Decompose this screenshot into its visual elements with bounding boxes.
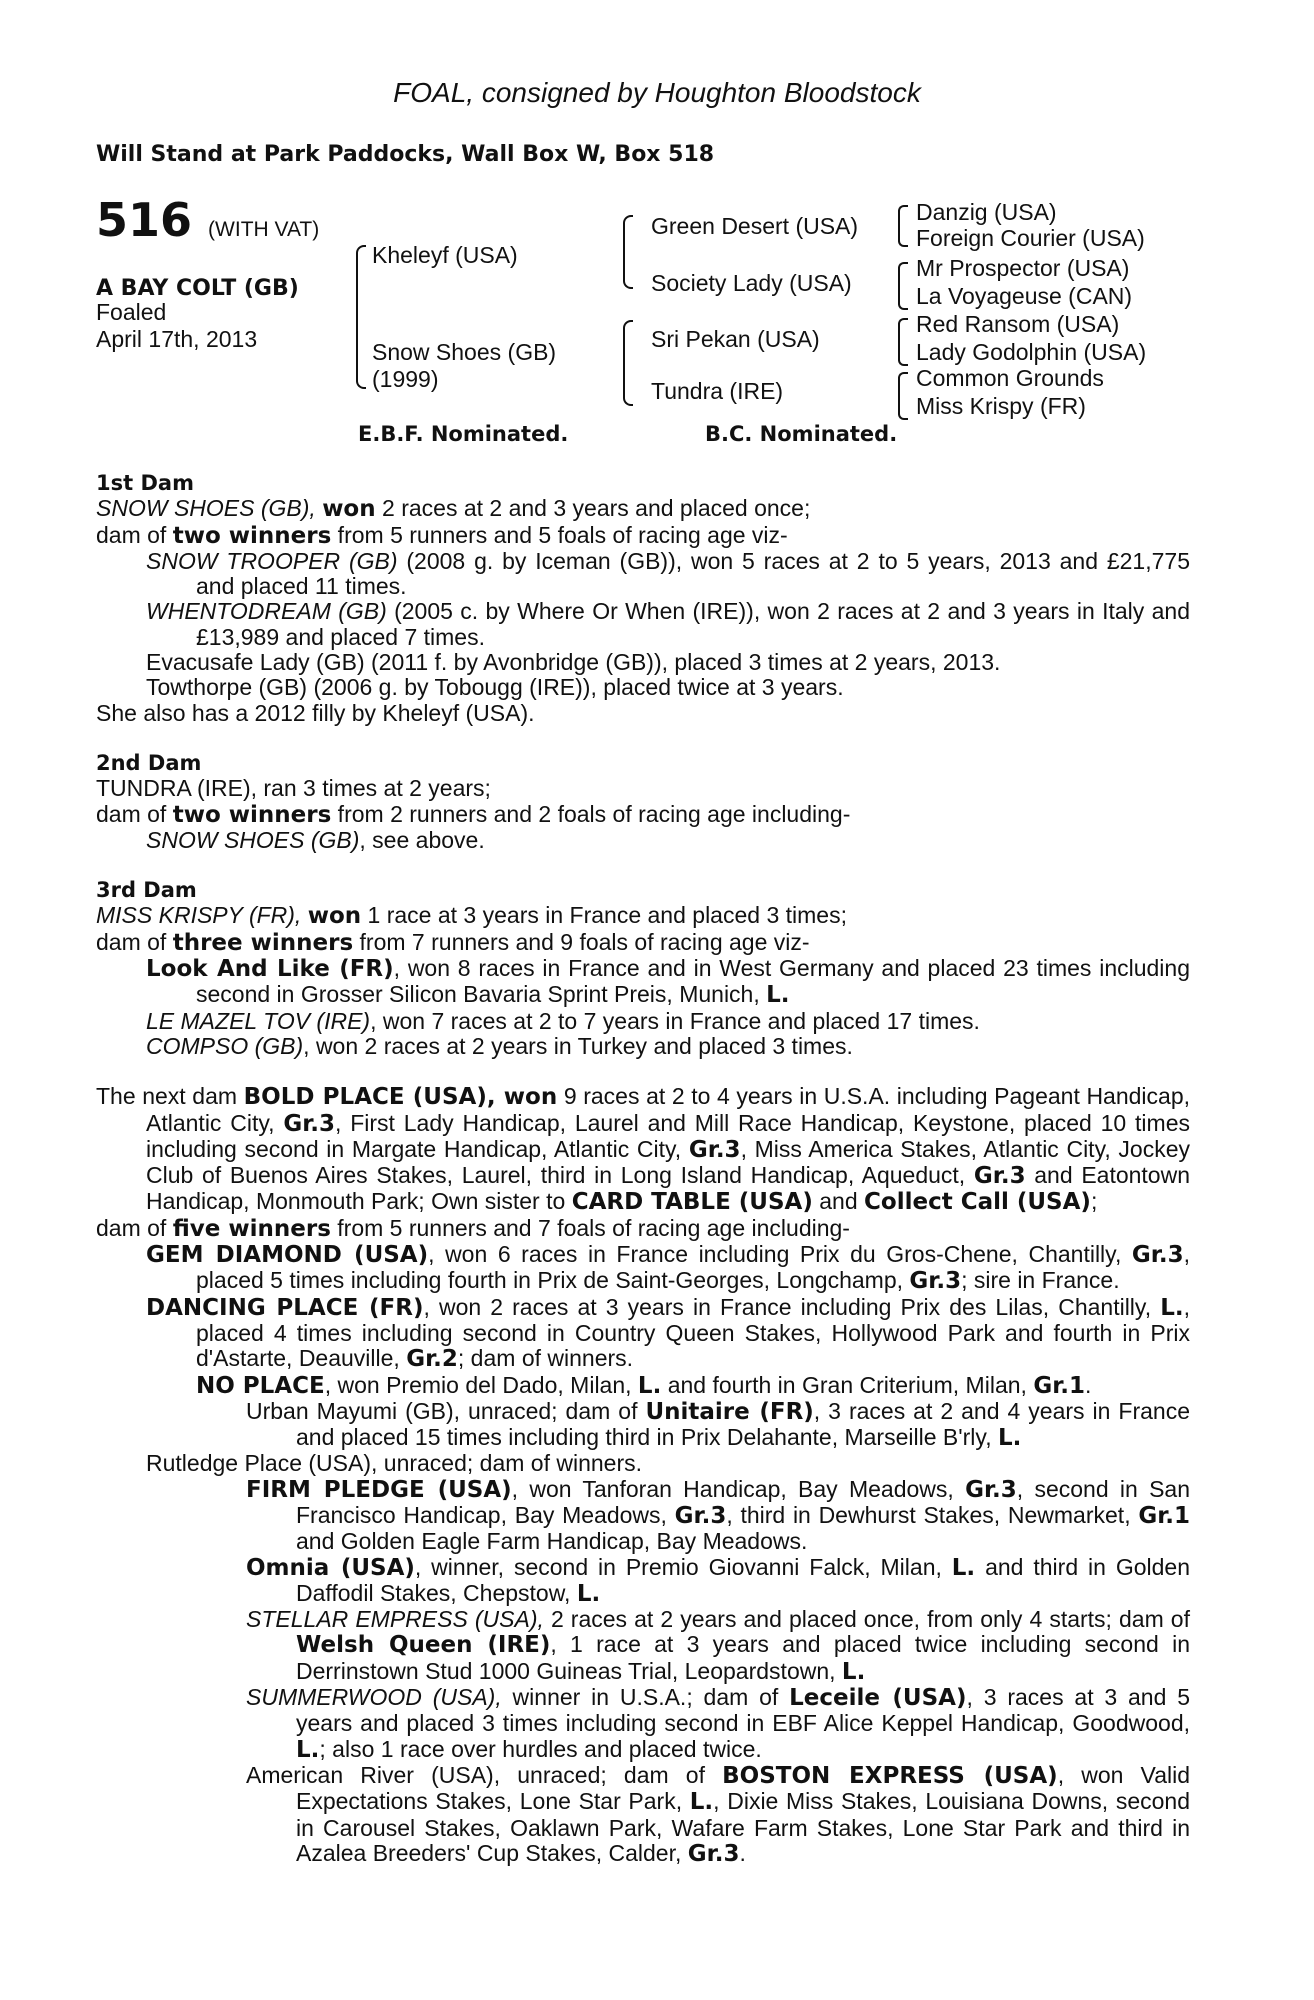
pedigree-brace-tundra bbox=[898, 372, 908, 420]
second-dam-record: TUNDRA (IRE), ran 3 times at 2 years; bbox=[96, 775, 491, 802]
produce-le-mazel-tov: LE MAZEL TOV (IRE), won 7 races at 2 to 7 years in France and placed 17 times. bbox=[146, 1007, 980, 1034]
first-dam-heading: 1st Dam bbox=[96, 471, 194, 495]
pedigree-dam-sire: Sri Pekan (USA) bbox=[651, 326, 820, 352]
produce-firm-pledge: FIRM PLEDGE (USA), won Tanforan Handicap, Bay Meadows, Gr.3, second in San Francisco Handicap, Bay Meadows, Gr.3, third in Dewhurst Stakes, Newmarket, Gr.1 and Golden Eagle Farm Handicap, Bay Meadows. bbox=[246, 1475, 1191, 1555]
consignment-title: FOAL, consigned by Houghton Bloodstock bbox=[393, 77, 921, 108]
produce-look-and-like: Look And Like (FR), won 8 races in France and in West Germany and placed 23 times including second in Grosser Silicon Bavaria Sprint Preis, Munich, L. bbox=[146, 955, 1190, 1009]
pedigree-dds: Common Grounds bbox=[916, 365, 1104, 391]
next-dam-produce-summary: dam of five winners from 5 runners and 7 foals of racing age including- bbox=[96, 1214, 850, 1242]
third-dam-heading: 3rd Dam bbox=[96, 878, 197, 903]
pedigree-sss: Danzig (USA) bbox=[916, 199, 1057, 225]
produce-american-river: American River (USA), unraced; dam of BOSTON EXPRESS (USA), won Valid Expectations Stakes, Lone Star Park, L., Dixie Miss Stakes, Louisiana Downs, second in Carousel Stakes, Oaklawn Park, Wafare Farm Stakes, Lone Star Park and third in Azalea Breeders' Cup Stakes, Calder, Gr.3. bbox=[246, 1761, 1190, 1867]
produce-omnia: Omnia (USA), winner, second in Premio Giovanni Falck, Milan, L. and third in Golden Daffodil Stakes, Chepstow, L. bbox=[246, 1553, 1190, 1607]
produce-snow-shoes: SNOW SHOES (GB), see above. bbox=[146, 826, 485, 853]
first-dam-record: SNOW SHOES (GB), won 2 races at 2 and 3 years and placed once; bbox=[96, 495, 811, 523]
first-dam-also: She also has a 2012 filly by Kheleyf (USA). bbox=[96, 699, 535, 726]
pedigree-brace-society-lady bbox=[898, 262, 908, 310]
pedigree-dsd: Lady Godolphin (USA) bbox=[916, 339, 1147, 365]
ebf-nominated: E.B.F. Nominated. bbox=[358, 422, 569, 446]
produce-snow-trooper: SNOW TROOPER (GB) (2008 g. by Iceman (GB)), won 5 races at 2 to 5 years, 2013 and £21,775 and placed 11 times. bbox=[146, 547, 1190, 600]
pedigree-ddd: Miss Krispy (FR) bbox=[916, 393, 1086, 419]
third-dam-produce-summary: dam of three winners from 7 runners and 9 foals of racing age viz- bbox=[96, 928, 810, 956]
foaled-date: April 17th, 2013 bbox=[96, 326, 258, 352]
family-details bbox=[96, 471, 1190, 1867]
pedigree-dss: Red Ransom (USA) bbox=[916, 311, 1120, 337]
foaled-label: Foaled bbox=[96, 299, 167, 325]
produce-compso: COMPSO (GB), won 2 races at 2 years in Turkey and placed 3 times. bbox=[146, 1032, 853, 1059]
pedigree-dam-year: (1999) bbox=[372, 366, 439, 392]
pedigree-brace-sire-side bbox=[623, 215, 633, 289]
produce-whentodream: WHENTODREAM (GB) (2005 c. by Where Or When (IRE)), won 2 races at 2 and 3 years in Italy and £13,989 and placed 7 times. bbox=[146, 598, 1190, 650]
pedigree-sdd: La Voyageuse (CAN) bbox=[916, 283, 1133, 309]
produce-urban-mayumi: Urban Mayumi (GB), unraced; dam of Unitaire (FR), 3 races at 2 and 4 years in France and placed 15 times including third in Prix Delahante, Marseille B'rly, L. bbox=[246, 1397, 1190, 1452]
pedigree-brace-generation-1 bbox=[356, 245, 366, 389]
pedigree-brace-sri-pekan bbox=[898, 318, 908, 366]
pedigree-ssd: Foreign Courier (USA) bbox=[916, 225, 1145, 251]
pedigree-dam-dam: Tundra (IRE) bbox=[651, 378, 784, 404]
second-dam-heading: 2nd Dam bbox=[96, 750, 202, 775]
pedigree-brace-dam-side bbox=[623, 320, 633, 406]
pedigree-sire: Kheleyf (USA) bbox=[372, 242, 518, 268]
pedigree-dam: Snow Shoes (GB) bbox=[372, 339, 557, 365]
lot-number bbox=[96, 193, 320, 247]
produce-evacusafe-lady: Evacusafe Lady (GB) (2011 f. by Avonbridge (GB)), placed 3 times at 2 years, 2013. bbox=[146, 649, 1001, 676]
produce-stellar-empress: STELLAR EMPRESS (USA), 2 races at 2 years and placed once, from only 4 starts; dam of Welsh Queen (IRE), 1 race at 3 years and placed twice including second in Derrinstown Stud 1000 Guineas Trial, Leopardstown, L. bbox=[246, 1606, 1190, 1685]
pedigree-sire-dam: Society Lady (USA) bbox=[651, 270, 852, 296]
pedigree-sds: Mr Prospector (USA) bbox=[916, 255, 1130, 281]
lot-number-value: 516 bbox=[96, 193, 193, 247]
lot-name: A BAY COLT (GB) bbox=[96, 276, 299, 301]
produce-no-place: NO PLACE, won Premio del Dado, Milan, L. and fourth in Gran Criterium, Milan, Gr.1. bbox=[196, 1371, 1092, 1399]
pedigree-brace-green-desert bbox=[898, 205, 908, 247]
produce-summerwood: SUMMERWOOD (USA), winner in U.S.A.; dam of Leceile (USA), 3 races at 3 and 5 years and placed 3 times including second in EBF Alice Keppel Handicap, Goodwood, L.; also 1 race over hurdles and placed twice. bbox=[246, 1684, 1191, 1763]
bc-nominated: B.C. Nominated. bbox=[705, 422, 898, 446]
pedigree-sire-sire: Green Desert (USA) bbox=[651, 213, 859, 239]
second-dam-produce-summary: dam of two winners from 2 runners and 2 foals of racing age including- bbox=[96, 800, 851, 828]
next-dam-record: The next dam BOLD PLACE (USA), won 9 races at 2 to 4 years in U.S.A. including Pageant Handicap, Atlantic City, Gr.3, First Lady Handicap, Laurel and Mill Race Handicap, Keystone, placed 10 times including second in Margate Handicap, Atlantic City, Gr.3, Miss America Stakes, Atlantic City, Jockey Club of Buenos Aires Stakes, Laurel, third in Long Island Handicap, Aqueduct, Gr.3 and Eatontown Handicap, Monmouth Park; Own sister to CARD TABLE (USA) and Collect Call (USA); bbox=[96, 1083, 1191, 1216]
produce-dancing-place: DANCING PLACE (FR), won 2 races at 3 years in France including Prix des Lilas, Chantilly, L., placed 4 times including second in Country Queen Stakes, Hollywood Park and fourth in Prix d'Astarte, Deauville, Gr.2; dam of winners. bbox=[146, 1293, 1190, 1373]
stand-location: Will Stand at Park Paddocks, Wall Box W, Box 518 bbox=[96, 142, 715, 167]
produce-rutledge-place: Rutledge Place (USA), unraced; dam of winners. bbox=[146, 1450, 643, 1477]
first-dam-produce-summary: dam of two winners from 5 runners and 5 foals of racing age viz- bbox=[96, 521, 788, 549]
third-dam-record: MISS KRISPY (FR), won 1 race at 3 years in France and placed 3 times; bbox=[96, 902, 847, 930]
vat-label: (WITH VAT) bbox=[208, 218, 320, 241]
produce-gem-diamond: GEM DIAMOND (USA), won 6 races in France including Prix du Gros-Chene, Chantilly, Gr.3, placed 5 times including fourth in Prix de Saint-Georges, Longchamp, Gr.3; sire in France. bbox=[146, 1241, 1190, 1295]
produce-towthorpe: Towthorpe (GB) (2006 g. by Tobougg (IRE)), placed twice at 3 years. bbox=[146, 674, 844, 701]
